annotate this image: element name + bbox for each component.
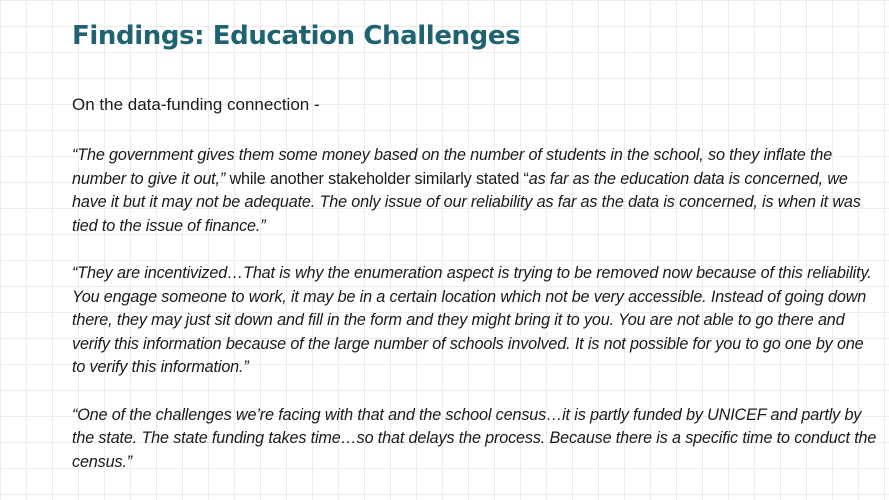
slide-title: Findings: Education Challenges — [72, 21, 521, 51]
quote-1-part-1: “The government gives them some money based on the number of students in the school, so they inflate the number to give it out,” — [72, 146, 833, 188]
quote-paragraph-1 — [72, 144, 877, 238]
intro-text: On the data-funding connection - — [72, 95, 320, 114]
quote-paragraph-3: “One of the challenges we’re facing with that and the school census…it is partly funded by UNICEF and partly by the state. The state funding takes time…so that delays the process. Because there is a specific time to conduct the census.” — [72, 405, 877, 471]
slide — [72, 18, 877, 474]
quote-1-part-3: as far as the education data is concerned, we have it but it may not be adequate. The only issue of our reliability as far as the data is concerned, is when it was tied to the issue of finance.” — [72, 169, 861, 235]
quote-paragraph-2: “They are incentivized…That is why the enumeration aspect is trying to be removed now because of this reliability. You engage someone to work, it may be in a certain location which not be very accessible. Instead of going down there, they may just sit down and fill in the form and they might bring it to you. You are not able to go there and verify this information because of the large number of schools involved. It is not possible for you to go one by one to verify this information.” — [72, 264, 872, 376]
quote-1-part-2: while another stakeholder similarly stated “ — [225, 169, 529, 188]
